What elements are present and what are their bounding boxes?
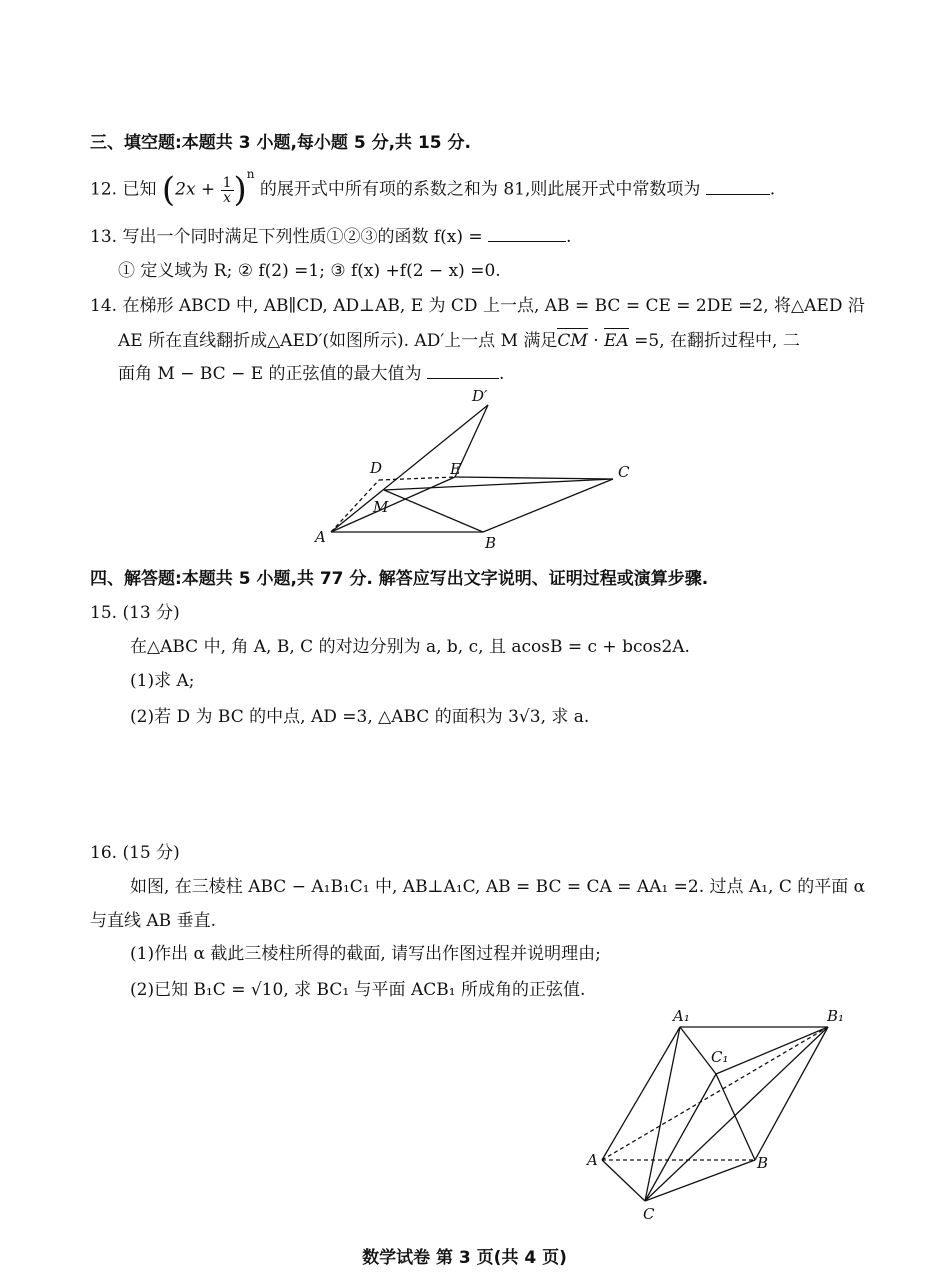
q14-answer-blank[interactable]: [427, 362, 499, 379]
question-16-line2: 与直线 AB 垂直.: [90, 911, 216, 931]
q13-answer-blank[interactable]: [488, 225, 566, 242]
question-13-line2: ① 定义域为 R; ② f(2) =1; ③ f(x) +f(2 − x) =0.: [118, 261, 501, 281]
question-15-part2: (2)若 D 为 BC 的中点, AD =3, △ABC 的面积为 3√3, 求 a.: [130, 707, 590, 727]
label-d-prime: D′: [472, 387, 488, 405]
q12-end: .: [769, 179, 776, 200]
edge-m-b: [384, 490, 483, 532]
edge-e-c: [455, 477, 613, 479]
edge-a-e: [331, 477, 455, 532]
q14-line2-a: AE 所在直线翻折成△AED′(如图所示). AD′上一点 M 满足: [118, 331, 558, 351]
q14-dot: ·: [587, 331, 605, 351]
edge-b1-b: [755, 1027, 828, 1160]
edge-a-d-dashed: [331, 480, 379, 532]
q12-post: 的展开式中所有项的系数之和为 81,则此展开式中常数项为: [259, 179, 701, 200]
q12-number: 12.: [90, 179, 118, 200]
edge-c-b: [645, 1160, 755, 1201]
edge-c-b1: [645, 1027, 828, 1201]
q16-figure: [575, 1005, 855, 1225]
label-a1: A₁: [673, 1007, 690, 1025]
vector-cm: CM: [557, 331, 588, 351]
edge-c1-c: [645, 1074, 716, 1201]
section4-header: 四、解答题:本题共 5 小题,共 77 分. 解答应写出文字说明、证明过程或演算步骤.: [90, 569, 709, 589]
q12-exponent: n: [246, 167, 255, 181]
question-16-line1: 如图, 在三棱柱 ABC − A₁B₁C₁ 中, AB⊥A₁C, AB = BC = CA = AA₁ =2. 过点 A₁, C 的平面 α: [130, 877, 866, 897]
edge-a1-a: [602, 1027, 680, 1160]
q12-frac-num: 1: [222, 174, 232, 191]
question-16-head: 16. (15 分): [90, 843, 180, 863]
q14-line3-text: 面角 M − BC − E 的正弦值的最大值为: [118, 364, 422, 384]
section3-header: 三、填空题:本题共 3 小题,每小题 5 分,共 15 分.: [90, 133, 471, 153]
label-c: C: [643, 1205, 655, 1223]
question-14-line1: 14. 在梯形 ABCD 中, AB∥CD, AD⊥AB, E 为 CD 上一点, AB = BC = CE = 2DE =2, 将△AED 沿: [90, 296, 865, 316]
question-15-head: 15. (13 分): [90, 603, 180, 623]
edge-m-c: [384, 479, 613, 490]
q12-answer-blank[interactable]: [706, 178, 770, 195]
q14-end: .: [498, 364, 505, 384]
q12-frac-den: x: [223, 189, 231, 206]
question-13-line1: [90, 222, 571, 247]
label-a: A: [315, 528, 326, 546]
q12-expr: 2x +: [175, 179, 221, 200]
label-c: C: [618, 463, 630, 481]
edge-c1-b1: [716, 1027, 828, 1074]
q13-text: 13. 写出一个同时满足下列性质①②③的函数 f(x) =: [90, 227, 483, 247]
question-12: [90, 162, 776, 211]
q12-pre: 已知: [122, 179, 157, 200]
q14-figure: [300, 385, 650, 555]
label-b: B: [485, 534, 497, 552]
page-footer: 数学试卷 第 3 页(共 4 页): [362, 1248, 567, 1268]
label-a: A: [587, 1151, 598, 1169]
q12-right-paren: ): [233, 170, 247, 211]
q12-fraction: [221, 176, 234, 205]
question-15-line1: 在△ABC 中, 角 A, B, C 的对边分别为 a, b, c, 且 acosB = c + bcos2A.: [130, 637, 690, 657]
question-16-part2: (2)已知 B₁C = √10, 求 BC₁ 与平面 ACB₁ 所成角的正弦值.: [130, 980, 586, 1000]
q14-line2-b: =5, 在翻折过程中, 二: [628, 331, 800, 351]
label-b1: B₁: [827, 1007, 845, 1025]
edge-c1-b: [716, 1074, 755, 1160]
vector-ea: EA: [604, 331, 629, 351]
edge-a-dp: [331, 405, 488, 532]
edge-a-c: [602, 1160, 645, 1201]
label-d: D: [370, 459, 383, 477]
question-15-part1: (1)求 A;: [130, 671, 195, 691]
edge-d-e-dashed: [379, 477, 455, 480]
question-14-line2: [118, 326, 800, 351]
label-c1: C₁: [711, 1048, 729, 1066]
label-b: B: [757, 1154, 769, 1172]
label-m: M: [373, 498, 389, 516]
edge-b-c: [483, 479, 613, 532]
question-14-line3: [118, 359, 504, 384]
edge-a1-c: [645, 1027, 680, 1201]
edge-a-b1-dashed: [602, 1027, 828, 1160]
q13-end: .: [566, 227, 572, 247]
q12-left-paren: (: [161, 170, 176, 211]
question-16-part1: (1)作出 α 截此三棱柱所得的截面, 请写出作图过程并说明理由;: [130, 944, 601, 964]
label-e: E: [450, 460, 461, 478]
